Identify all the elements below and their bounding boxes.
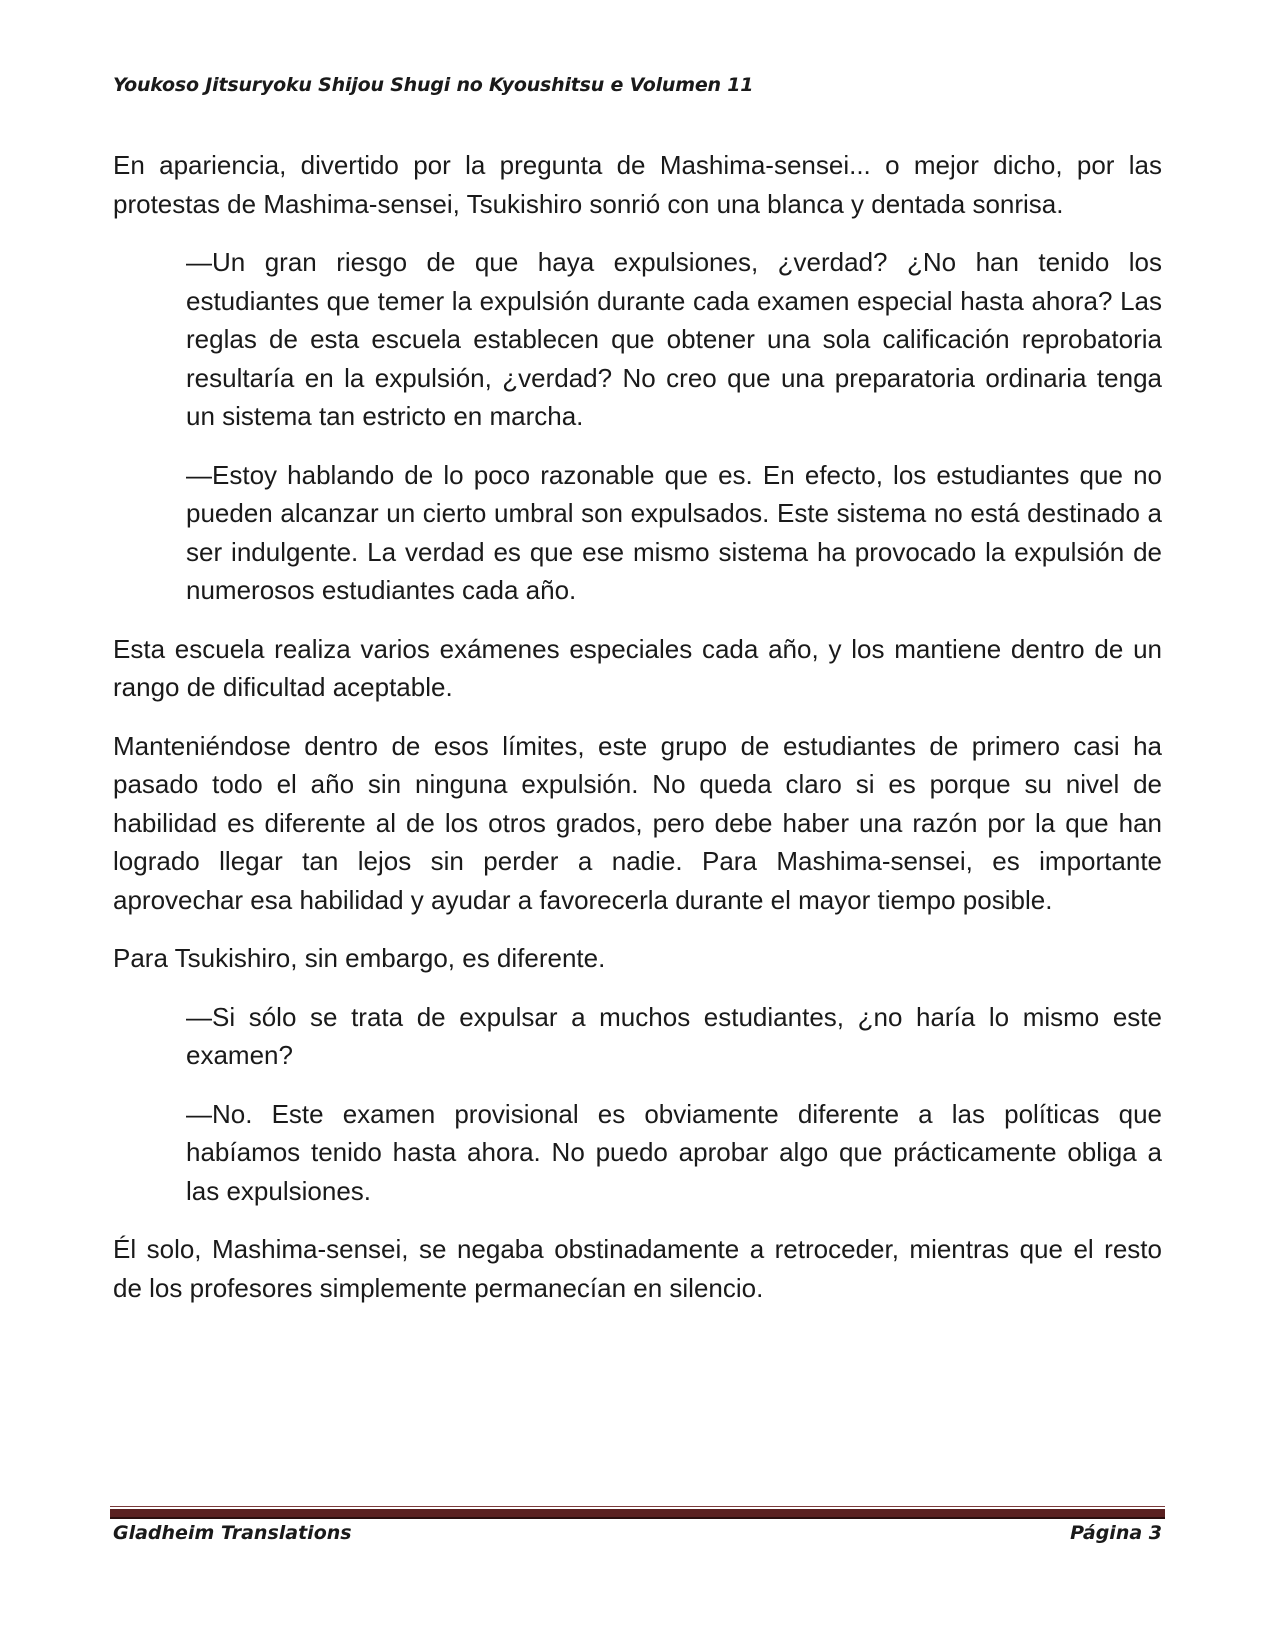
dialog-paragraph: —Un gran riesgo de que haya expulsiones, ¿verdad? ¿No han tenido los estudiantes que temer la expulsión durante cada examen especial hasta ahora? Las reglas de esta escuela establecen que obtener una sola calificación reprobatoria resultaría en la expulsión, ¿verdad? No creo que una preparatoria ordinaria tenga un sistema tan estricto en marcha. (186, 247, 1162, 431)
paragraph: Él solo, Mashima-sensei, se negaba obstinadamente a retroceder, mientras que el resto de los profesores simplemente permanecían en silencio. (113, 1234, 1162, 1303)
footer-page-number: Página 3 (1070, 1522, 1162, 1544)
paragraph: Esta escuela realiza varios exámenes especiales cada año, y los mantiene dentro de un rango de dificultad aceptable. (113, 633, 1162, 702)
paragraph: Manteniéndose dentro de esos límites, este grupo de estudiantes de primero casi ha pasado todo el año sin ninguna expulsión. No queda claro si es porque su nivel de habilidad es diferente al de los otros grados, pero debe haber una razón por la que han logrado llegar tan lejos sin perder a nadie. Para Mashima-sensei, es importante aprovechar esa habilidad y ayudar a favorecerla durante el mayor tiempo posible. (113, 730, 1162, 915)
page-header-title: Youkoso Jitsuryoku Shijou Shugi no Kyoushitsu e Volumen 11 (113, 74, 754, 96)
page-body (113, 146, 1162, 1327)
dialog-paragraph: —No. Este examen provisional es obviamente diferente a las políticas que habíamos tenido hasta ahora. No puedo aprobar algo que prácticamente obliga a las expulsiones. (186, 1098, 1162, 1206)
paragraph: En apariencia, divertido por la pregunta de Mashima-sensei... o mejor dicho, por las protestas de Mashima-sensei, Tsukishiro sonrió con una blanca y dentada sonrisa. (113, 150, 1162, 219)
footer-divider (110, 1509, 1165, 1519)
paragraph: Para Tsukishiro, sin embargo, es diferente. (113, 943, 606, 973)
footer-publisher: Gladheim Translations (113, 1522, 352, 1544)
dialog-paragraph: —Estoy hablando de lo poco razonable que es. En efecto, los estudiantes que no pueden alcanzar un cierto umbral son expulsados. Este sistema no está destinado a ser indulgente. La verdad es que ese mismo sistema ha provocado la expulsión de numerosos estudiantes cada año. (186, 459, 1162, 605)
dialog-paragraph: —Si sólo se trata de expulsar a muchos estudiantes, ¿no haría lo mismo este examen? (186, 1001, 1162, 1070)
